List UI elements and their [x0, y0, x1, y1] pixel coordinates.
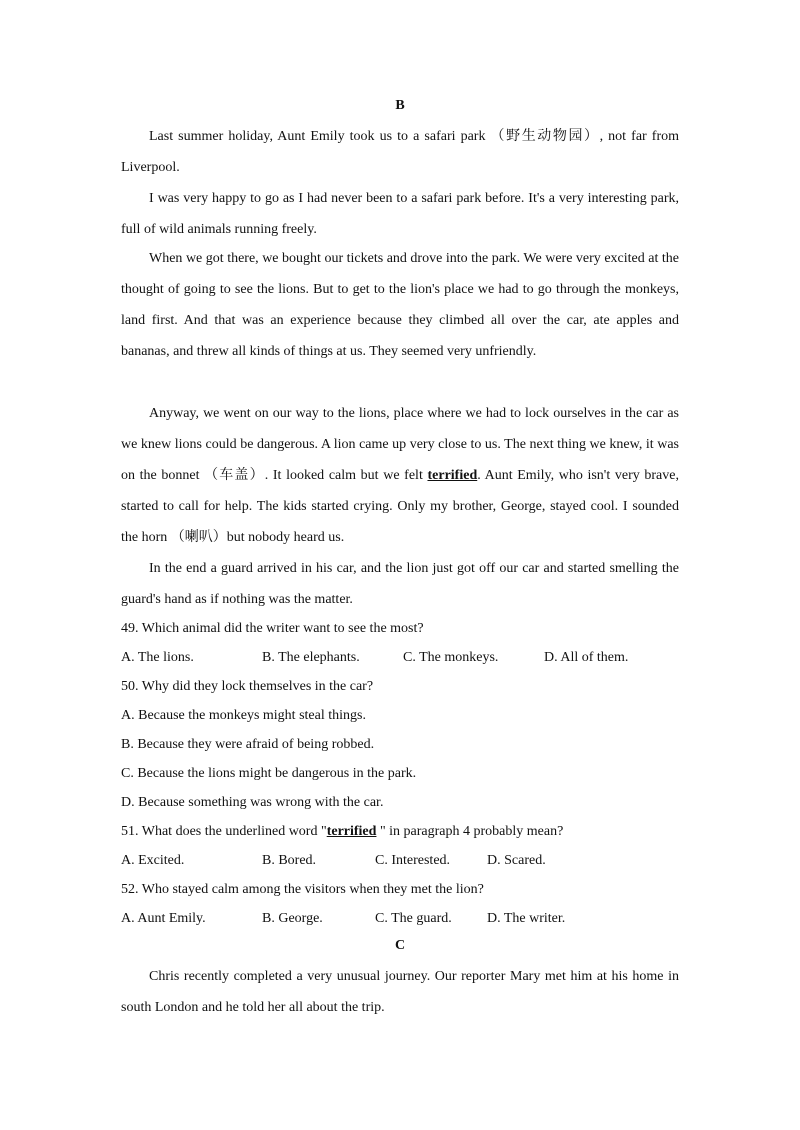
q49-option-c: C. The monkeys. [403, 650, 499, 665]
q51-option-c: C. Interested. [375, 853, 451, 868]
q51-text-b: " in paragraph 4 probably mean? [376, 824, 564, 839]
q52-option-c: C. The guard. [375, 911, 452, 926]
q52-option-b: B. George. [262, 911, 323, 926]
section-c-paragraph-1: Chris recently completed a very unusual journey. Our reporter Mary met him at his home in south London and he told her all about the trip. [121, 969, 679, 1015]
q49-option-d: D. All of them. [544, 650, 629, 665]
section-b-paragraph-4 [121, 398, 679, 553]
q52-option-a: A. Aunt Emily. [121, 911, 206, 926]
q50-option-d: D. Because something was wrong with the car. [121, 795, 384, 810]
section-b-paragraph-1: Last summer holiday, Aunt Emily took us to a safari park （野生动物园）, not far from Liverpool. [121, 129, 679, 175]
q49-option-b: B. The elephants. [262, 650, 360, 665]
section-b-heading: B [395, 98, 405, 113]
section-c-heading: C [394, 938, 406, 953]
q51-text-a: 51. What does the underlined word " [121, 824, 327, 839]
q50-option-a: A. Because the monkeys might steal things. [121, 708, 366, 723]
q51-option-b: B. Bored. [262, 853, 317, 868]
question-52: 52. Who stayed calm among the visitors when they met the lion? [121, 882, 484, 897]
q51-option-a: A. Excited. [121, 853, 185, 868]
question-51 [121, 822, 563, 842]
q50-option-c: C. Because the lions might be dangerous in the park. [121, 766, 417, 781]
paragraph-4-text-b: . Aunt Emily, who isn't very brave, started to call for help. The kids started crying. Only my brother, George, stayed cool. I sounded the horn （喇叭）but nobody heard us. [121, 468, 679, 545]
q52-option-d: D. The writer. [487, 911, 566, 926]
q51-option-d: D. Scared. [487, 853, 546, 868]
q51-underlined-word: terrified [326, 824, 377, 839]
section-b-paragraph-3: When we got there, we bought our tickets and drove into the park. We were very excited at the thought of going to see the lions. But to get to the lion's place we had to go through the monkeys, land first. And that was an experience because they climbed all over the car, ate apples and bananas, and threw all kinds of things at us. They seemed very unfriendly. [121, 251, 679, 359]
question-49: 49. Which animal did the writer want to see the most? [121, 621, 424, 636]
section-b-paragraph-2: I was very happy to go as I had never been to a safari park before. It's a very interesting park, full of wild animals running freely. [121, 191, 679, 237]
section-b-paragraph-5: In the end a guard arrived in his car, and the lion just got off our car and started smelling the guard's hand as if nothing was the matter. [121, 561, 679, 607]
paragraph-4-text-a: Anyway, we went on our way to the lions, place where we had to lock ourselves in the car as we knew lions could be dangerous. A lion came up very close to us. The next thing we knew, it was on the bonnet （车盖）. It looked calm but we felt [121, 406, 679, 483]
underlined-word-terrified: terrified [427, 468, 478, 483]
q50-option-b: B. Because they were afraid of being robbed. [121, 737, 375, 752]
question-50: 50. Why did they lock themselves in the car? [121, 679, 374, 694]
q49-option-a: A. The lions. [121, 650, 194, 665]
